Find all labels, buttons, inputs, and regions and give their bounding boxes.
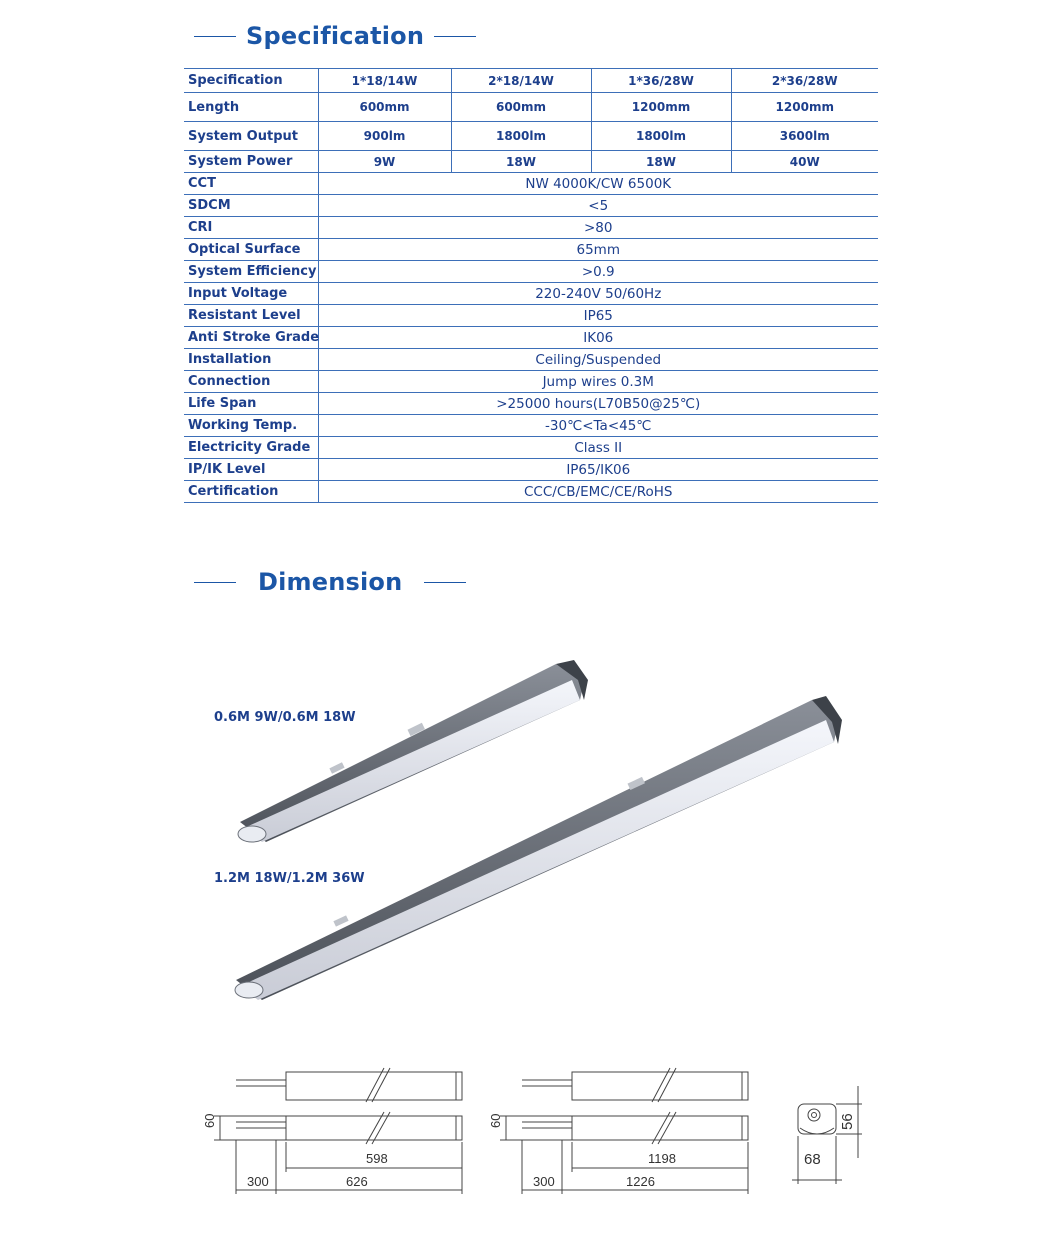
table-cell: IK06 bbox=[318, 327, 878, 349]
table-cell: 900lm bbox=[318, 122, 451, 151]
table-cell: 1200mm bbox=[591, 93, 731, 122]
table-cell: IP65 bbox=[318, 305, 878, 327]
table-cell: 1200mm bbox=[731, 93, 878, 122]
product-label-long: 1.2M 18W/1.2M 36W bbox=[214, 871, 365, 886]
row-label: SDCM bbox=[184, 195, 318, 217]
row-label: Life Span bbox=[184, 393, 318, 415]
long-height-label: 60 bbox=[488, 1113, 503, 1128]
table-cell: 600mm bbox=[318, 93, 451, 122]
specification-title: Specification bbox=[246, 22, 425, 50]
table-cell: 40W bbox=[731, 151, 878, 173]
table-cell: 3600lm bbox=[731, 122, 878, 151]
column-header: 2*36/28W bbox=[731, 69, 878, 93]
row-label: IP/IK Level bbox=[184, 459, 318, 481]
table-cell: CCC/CB/EMC/CE/RoHS bbox=[318, 481, 878, 503]
row-label: System Power bbox=[184, 151, 318, 173]
section-width-label: 68 bbox=[804, 1151, 821, 1168]
row-label: Installation bbox=[184, 349, 318, 371]
row-label: Optical Surface bbox=[184, 239, 318, 261]
table-cell: >25000 hours(L70B50@25℃) bbox=[318, 393, 878, 415]
table-cell: 18W bbox=[591, 151, 731, 173]
row-label: Length bbox=[184, 93, 318, 122]
row-label: System Output bbox=[184, 122, 318, 151]
row-label: Certification bbox=[184, 481, 318, 503]
row-label: Anti Stroke Grade bbox=[184, 327, 318, 349]
row-label: Resistant Level bbox=[184, 305, 318, 327]
table-cell: -30℃<Ta<45℃ bbox=[318, 415, 878, 437]
table-cell: 1800lm bbox=[591, 122, 731, 151]
table-cell: <5 bbox=[318, 195, 878, 217]
short-wire-length: 300 bbox=[247, 1174, 269, 1189]
table-cell: 65mm bbox=[318, 239, 878, 261]
table-cell: Class II bbox=[318, 437, 878, 459]
dimension-title: Dimension bbox=[258, 568, 403, 596]
row-label: CRI bbox=[184, 217, 318, 239]
short-inner-length: 598 bbox=[366, 1151, 388, 1166]
long-overall-length: 1226 bbox=[626, 1174, 655, 1189]
row-label: Electricity Grade bbox=[184, 437, 318, 459]
row-label: System Efficiency bbox=[184, 261, 318, 283]
long-fixture-image bbox=[235, 696, 842, 1000]
table-cell: Ceiling/Suspended bbox=[318, 349, 878, 371]
column-header: 1*36/28W bbox=[591, 69, 731, 93]
table-cell: >80 bbox=[318, 217, 878, 239]
section-height-label: 56 bbox=[839, 1113, 856, 1130]
table-cell: Jump wires 0.3M bbox=[318, 371, 878, 393]
table-cell: >0.9 bbox=[318, 261, 878, 283]
table-cell: 9W bbox=[318, 151, 451, 173]
table-cell: 220-240V 50/60Hz bbox=[318, 283, 878, 305]
table-cell: IP65/IK06 bbox=[318, 459, 878, 481]
row-label: Connection bbox=[184, 371, 318, 393]
table-cell: 600mm bbox=[451, 93, 591, 122]
long-wire-length: 300 bbox=[533, 1174, 555, 1189]
table-cell: NW 4000K/CW 6500K bbox=[318, 173, 878, 195]
technical-drawings bbox=[0, 1060, 1048, 1210]
table-cell: 18W bbox=[451, 151, 591, 173]
table-cell: 1800lm bbox=[451, 122, 591, 151]
row-label: Input Voltage bbox=[184, 283, 318, 305]
row-label: Working Temp. bbox=[184, 415, 318, 437]
column-header: 2*18/14W bbox=[451, 69, 591, 93]
short-height-label: 60 bbox=[202, 1113, 217, 1128]
row-label: CCT bbox=[184, 173, 318, 195]
section-view bbox=[792, 1086, 862, 1184]
short-fixture-image bbox=[238, 660, 588, 842]
short-overall-length: 626 bbox=[346, 1174, 368, 1189]
long-inner-length: 1198 bbox=[648, 1151, 676, 1166]
product-label-short: 0.6M 9W/0.6M 18W bbox=[214, 710, 356, 725]
row-label: Specification bbox=[184, 69, 318, 93]
column-header: 1*18/14W bbox=[318, 69, 451, 93]
